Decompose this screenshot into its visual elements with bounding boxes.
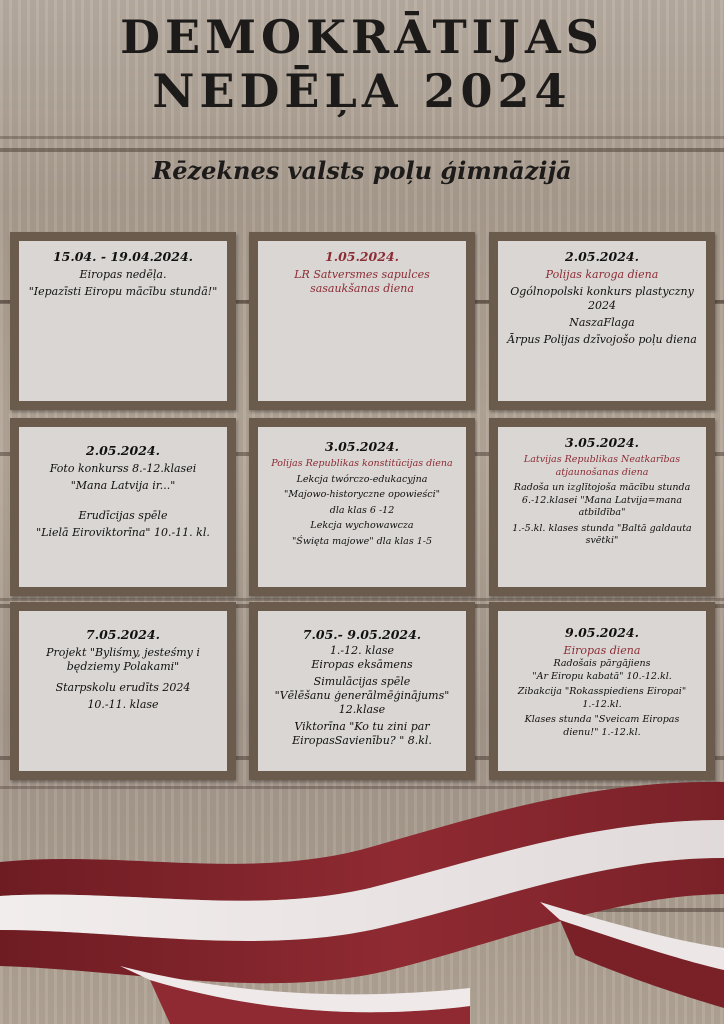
event-card: [10, 602, 236, 780]
event-card: [249, 232, 475, 410]
event-date: 2.05.2024.: [565, 249, 639, 264]
event-card-body: [19, 611, 227, 771]
event-line: "Lielā Eiroviktorīna" 10.-11. kl.: [36, 526, 210, 539]
event-line: "Ar Eiropu kabatā" 10.-12.kl.: [532, 670, 672, 682]
event-line: Eiropas nedēļa.: [79, 268, 167, 281]
flag-ribbon-icon: [0, 770, 724, 1024]
page-subtitle: Rēzeknes valsts poļu ģimnāzijā: [152, 156, 572, 185]
event-line: NaszaFlaga: [569, 316, 635, 329]
event-line: 12.klase: [338, 703, 386, 716]
plank-divider: [0, 598, 724, 601]
event-date: 3.05.2024.: [565, 435, 639, 450]
event-line: "Iepazīsti Eiropu mācību stundā!": [28, 285, 218, 298]
event-card: [249, 418, 475, 596]
event-card: [249, 602, 475, 780]
event-card-body: [258, 611, 466, 771]
event-line: "Majowo-historyczne opowieści": [284, 489, 440, 500]
event-line: Polijas Republikas konstitūcijas diena: [271, 458, 453, 469]
event-line: Radošais pārgājiens: [553, 658, 651, 669]
title-line-1: DEMOKRĀTIJAS: [120, 10, 604, 64]
event-date: 15.04. - 19.04.2024.: [52, 249, 194, 264]
event-line: 1.-12. klase: [329, 644, 395, 657]
event-line: Eiropas eksāmens: [311, 658, 413, 671]
event-line: Lekcja twórczo-edukacyjna: [296, 473, 428, 485]
event-line: Ārpus Polijas dzīvojošo poļu diena: [507, 333, 697, 346]
event-card: [489, 418, 715, 596]
event-line: Foto konkurss 8.-12.klasei: [49, 462, 197, 475]
event-line: Ogólnopolski konkurs plastyczny 2024: [510, 285, 694, 312]
event-line: 1.-5.kl. klases stunda "Baltā galdauta svētki": [512, 522, 692, 546]
event-line: Projekt "Byliśmy, jesteśmy i będziemy Polakami": [46, 646, 200, 673]
event-card-body: [19, 427, 227, 587]
event-line: "Vēlēšanu ģenerālmēģinājums": [274, 689, 450, 702]
event-line: Erudīcijas spēle: [78, 509, 168, 522]
event-card-body: [19, 241, 227, 401]
event-card: [10, 232, 236, 410]
title-line-2: NEDĒĻA 2024: [152, 64, 572, 118]
page-title: [0, 10, 724, 118]
event-date: 1.05.2024.: [325, 249, 399, 264]
event-line: Latvijas Republikas Neatkarības atjaunošanas diena: [523, 454, 681, 478]
event-line: Klases stunda "Sveicam Eiropas dienu!" 1.-12.kl.: [524, 714, 680, 738]
event-date: 2.05.2024.: [86, 443, 160, 458]
event-card: [489, 232, 715, 410]
event-line: Simulācijas spēle: [313, 675, 411, 688]
event-line: Starpskolu erudīts 2024: [55, 681, 191, 694]
event-line: "Święta majowe" dla klas 1-5: [291, 535, 433, 547]
event-line: 10.-11. klase: [87, 698, 159, 711]
event-line: LR Satversmes sapulces sasaukšanas diena: [294, 268, 430, 295]
event-line: Lekcja wychowawcza: [310, 520, 414, 531]
event-card-body: [498, 611, 706, 771]
event-date: 7.05.2024.: [86, 627, 160, 642]
event-card-body: [258, 427, 466, 587]
event-line: "Mana Latvija ir...": [70, 479, 176, 492]
event-date: 9.05.2024.: [565, 625, 639, 640]
plank-divider: [0, 136, 724, 139]
event-line: Viktorīna "Ko tu zini par EiropasSavienību? " 8.kl.: [292, 720, 432, 747]
event-card-body: [498, 427, 706, 587]
event-line: Eiropas diena: [563, 644, 641, 657]
event-card-body: [258, 241, 466, 401]
event-date: 7.05.- 9.05.2024.: [302, 627, 422, 642]
event-line: Polijas karoga diena: [545, 268, 659, 281]
event-card: [10, 418, 236, 596]
event-card: [489, 602, 715, 780]
event-line: Zibakcija "Rokasspiediens Eiropai" 1.-12.kl.: [517, 686, 687, 710]
event-line: Radoša un izglītojoša mācību stunda 6.-12.klasei "Mana Latvija=mana atbildība": [513, 482, 691, 518]
event-card-body: [498, 241, 706, 401]
event-date: 3.05.2024.: [325, 439, 399, 454]
event-line: dla klas 6 -12: [329, 504, 395, 516]
